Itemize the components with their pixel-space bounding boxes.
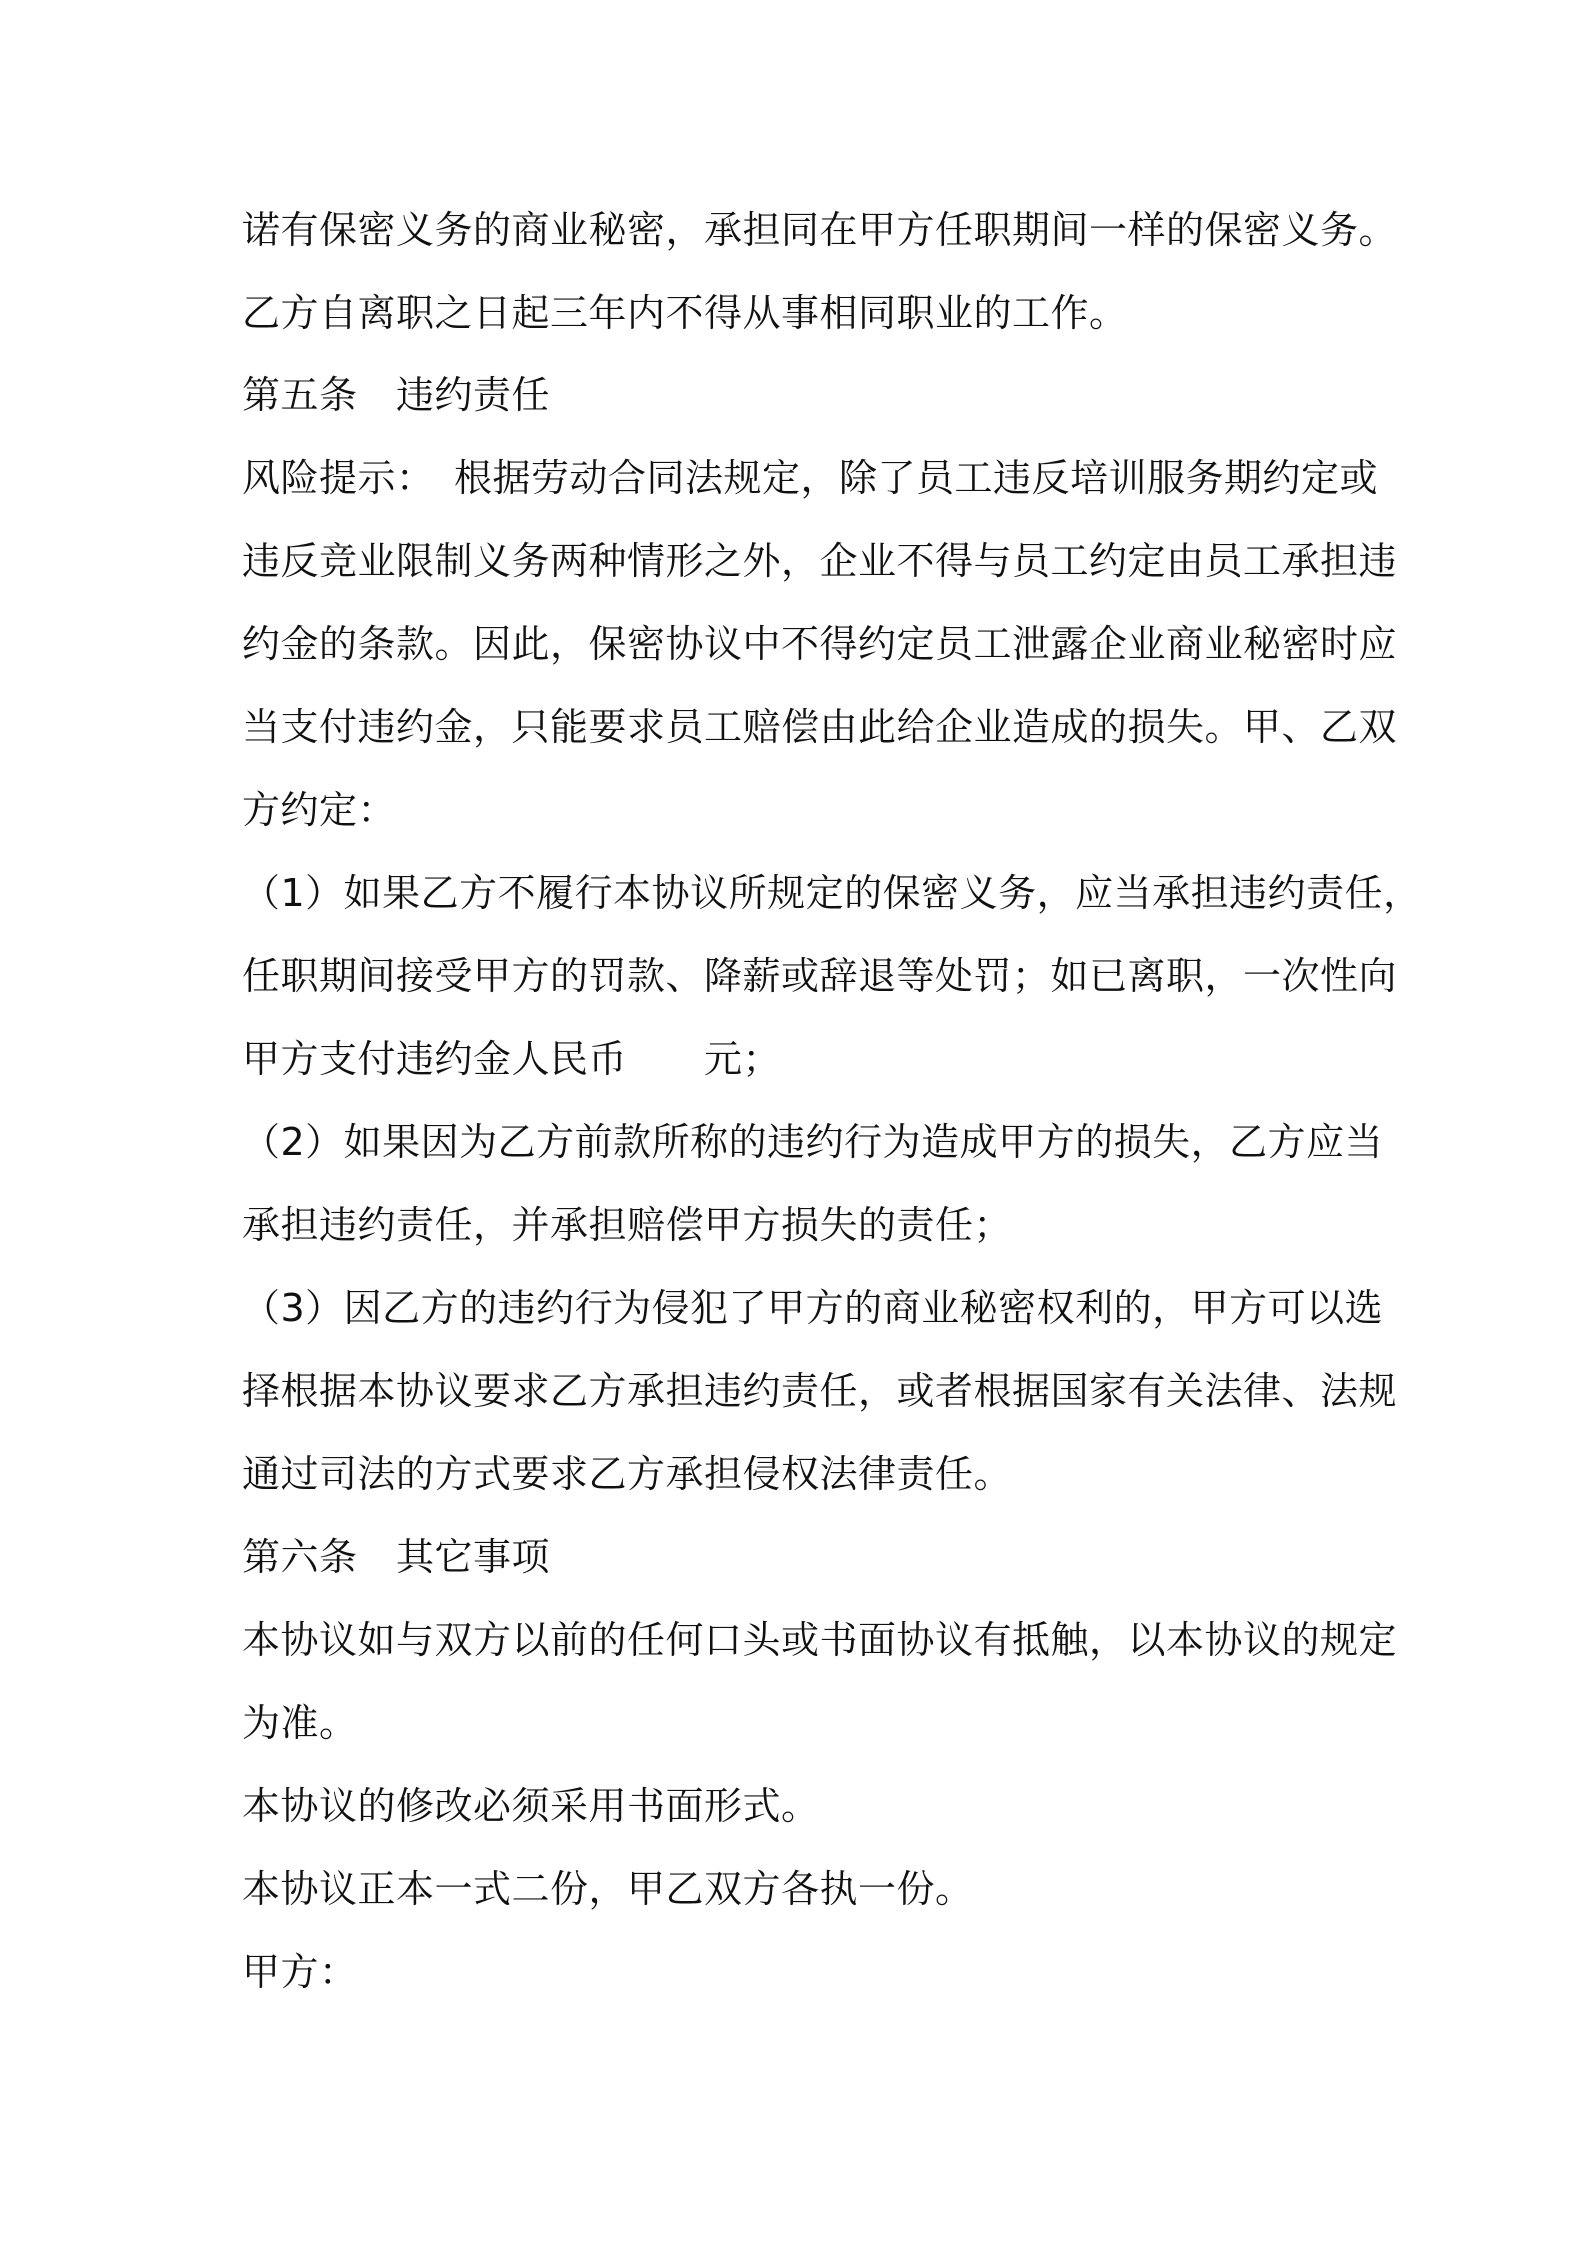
clause-3-line: （3）因乙方的违约行为侵犯了甲方的商业秘密权利的，甲方可以选 xyxy=(242,1286,1384,1330)
risk-note-line: 方约定： xyxy=(242,788,397,832)
risk-note-line: 约金的条款。因此，保密协议中不得约定员工泄露企业商业秘密时应 xyxy=(242,622,1398,666)
party-a-signature-label: 甲方： xyxy=(242,1950,358,1994)
clause-3-line: 择根据本协议要求乙方承担违约责任，或者根据国家有关法律、法规 xyxy=(242,1369,1398,1413)
body-line: 本协议如与双方以前的任何口头或书面协议有抵触，以本协议的规定 xyxy=(242,1618,1398,1662)
body-line: 为准。 xyxy=(242,1701,358,1745)
body-line: 乙方自离职之日起三年内不得从事相同职业的工作。 xyxy=(242,291,1128,335)
risk-note-line: 当支付违约金，只能要求员工赔偿由此给企业造成的损失。甲、乙双 xyxy=(242,705,1398,749)
clause-1-line: （1）如果乙方不履行本协议所规定的保密义务，应当承担违约责任， xyxy=(242,871,1422,915)
section-heading-5: 第五条 违约责任 xyxy=(242,373,551,417)
section-heading-6: 第六条 其它事项 xyxy=(242,1535,551,1579)
clause-2-line: 承担违约责任，并承担赔偿甲方损失的责任； xyxy=(242,1203,1013,1247)
clause-2-line: （2）如果因为乙方前款所称的违约行为造成甲方的损失，乙方应当 xyxy=(242,1120,1384,1164)
body-line: 本协议的修改必须采用书面形式。 xyxy=(242,1784,820,1828)
risk-note-line: 违反竞业限制义务两种情形之外，企业不得与员工约定由员工承担违 xyxy=(242,539,1398,583)
risk-note-line: 风险提示： 根据劳动合同法规定，除了员工违反培训服务期约定或 xyxy=(242,456,1379,500)
clause-1-line: 甲方支付违约金人民币 元； xyxy=(242,1037,782,1081)
clause-3-line: 通过司法的方式要求乙方承担侵权法律责任。 xyxy=(242,1452,1013,1496)
body-line: 诺有保密义务的商业秘密，承担同在甲方任职期间一样的保密义务。 xyxy=(242,208,1398,252)
clause-1-line: 任职期间接受甲方的罚款、降薪或辞退等处罚；如已离职，一次性向 xyxy=(242,954,1398,998)
body-line: 本协议正本一式二份，甲乙双方各执一份。 xyxy=(242,1867,974,1911)
